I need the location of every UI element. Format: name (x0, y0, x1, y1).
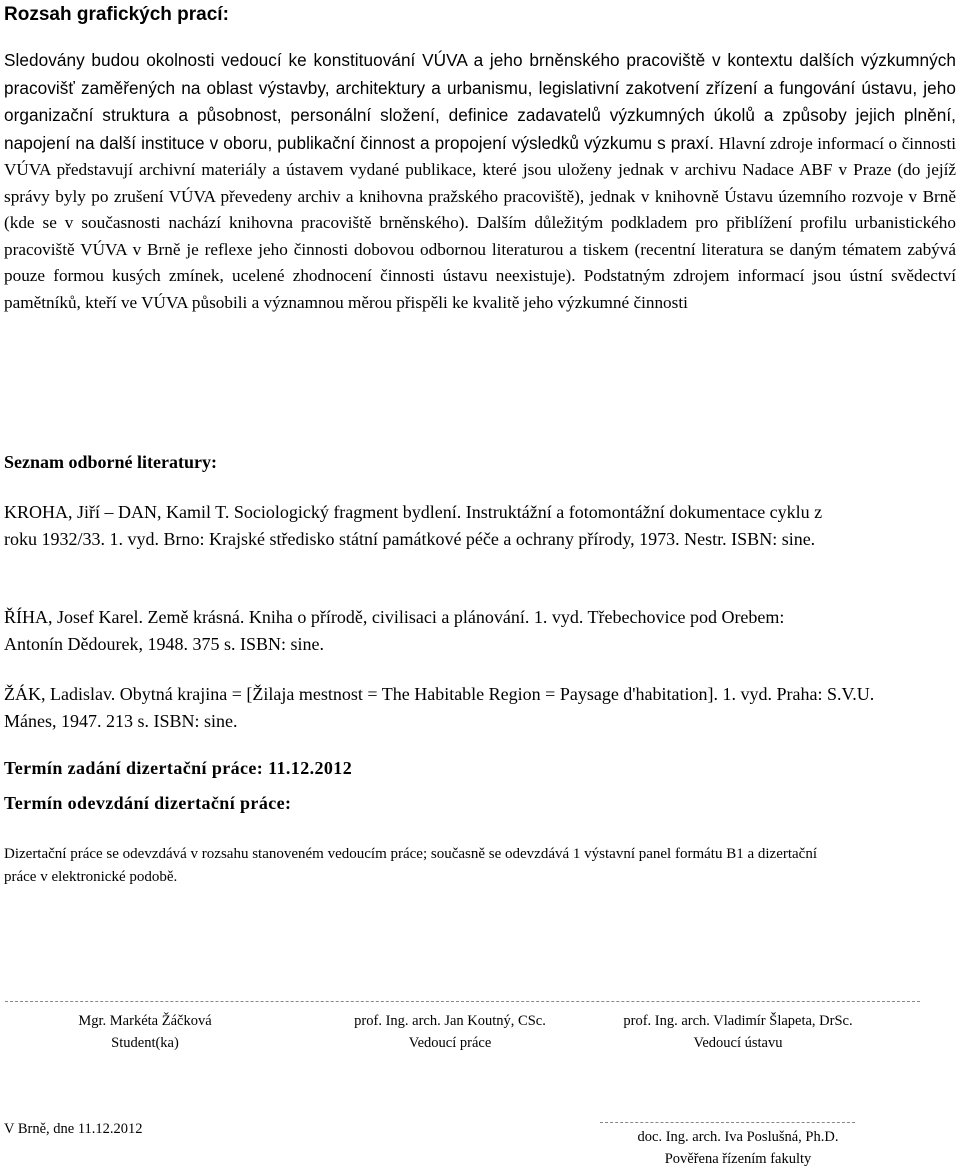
signature-supervisor-name: prof. Ing. arch. Jan Koutný, CSc. (354, 1013, 546, 1029)
place-and-date: V Brně, dne 11.12.2012 (4, 1121, 143, 1137)
signature-student (40, 1010, 250, 1054)
signature-institute-head-name: prof. Ing. arch. Vladimír Šlapeta, DrSc. (623, 1013, 853, 1029)
signature-faculty-head (598, 1126, 878, 1170)
submission-date: Termín odevzdání dizertační práce: (4, 793, 292, 813)
signature-student-role: Student(ka) (111, 1035, 179, 1051)
signature-institute-head-role: Vedoucí ústavu (693, 1035, 783, 1051)
scope-paragraph-sans: Sledovány budou okolnosti vedoucí ke konstituování VÚVA a jeho brněnského pracoviště v kontextu dalších výzkumných pracovišť zaměřených na oblast výstavby, architektury a urbanismu, legislativní zakotvení zřízení a fungování ústavu, jeho organizační struktura a působnost, personální složení, definice zadavatelů výzkumných úkolů a způsoby jejich plnění, napojení na další instituce v oboru, publikační činnost a propojení výsledků výzkumu s praxí. (4, 50, 956, 153)
dean-signature-divider (600, 1122, 855, 1123)
assignment-date: Termín zadání dizertační práce: 11.12.2012 (4, 758, 353, 778)
submission-note: Dizertační práce se odevzdává v rozsahu stanoveném vedoucím práce; současně se odevzdává 1 výstavní panel formátu B1 a dizertační práce v elektronické podobě. (4, 846, 817, 885)
literature-heading: Seznam odborné literatury: (4, 452, 217, 472)
signature-student-name: Mgr. Markéta Žáčková (78, 1013, 212, 1029)
signature-faculty-head-name: doc. Ing. arch. Iva Poslušná, Ph.D. (637, 1129, 839, 1145)
scope-paragraph (4, 47, 956, 316)
literature-entry-kroha: KROHA, Jiří – DAN, Kamil T. Sociologický fragment bydlení. Instruktážní a fotomontážní dokumentace cyklu z roku 1932/33. 1. vyd. Brno: Krajské středisko státní památkové péče a ochrany přírody, 1973. Nestr. ISBN: sine. (4, 502, 823, 549)
section-heading-graphics: Rozsah grafických prací: (4, 4, 229, 25)
signature-supervisor-role: Vedoucí práce (408, 1035, 492, 1051)
signature-faculty-head-role: Pověřena řízením fakulty (664, 1151, 812, 1167)
signature-institute-head (598, 1010, 878, 1054)
signature-divider (5, 1001, 920, 1002)
signature-supervisor (305, 1010, 595, 1054)
scope-paragraph-serif: Hlavní zdroje informací o činnosti VÚVA představují archivní materiály a ústavem vydané publikace, které jsou uloženy jednak v archivu Nadace ABF v Praze (do jejíž správy byly po zrušení VÚVA převedeny archiv a knihovna pražského pracoviště), jednak v knihovně Ústavu územního rozvoje v Brně (kde se v současnosti nachází knihovna pracoviště brněnského). Dalším důležitým podkladem pro přiblížení profilu urbanistického pracoviště VÚVA v Brně je reflexe jeho činnosti dobovou odbornou literaturou a tiskem (recentní literatura se daným tématem zabývá pouze formou kusých zmínek, ucelené zhodnocení činnosti ústavu neexistuje). Podstatným zdrojem informací jsou ústní svědectví pamětníků, kteří ve VÚVA působili a významnou měrou přispěli ke kvalitě jeho výzkumné činnosti (4, 133, 956, 312)
literature-entry-zak: ŽÁK, Ladislav. Obytná krajina = [Žilaja mestnost = The Habitable Region = Paysage d'habitation]. 1. vyd. Praha: S.V.U. Mánes, 1947. 213 s. ISBN: sine. (4, 684, 875, 731)
literature-entry-riha: ŘÍHA, Josef Karel. Země krásná. Kniha o přírodě, civilisaci a plánování. 1. vyd. Třebechovice pod Orebem: Antonín Dědourek, 1948. 375 s. ISBN: sine. (4, 607, 785, 654)
